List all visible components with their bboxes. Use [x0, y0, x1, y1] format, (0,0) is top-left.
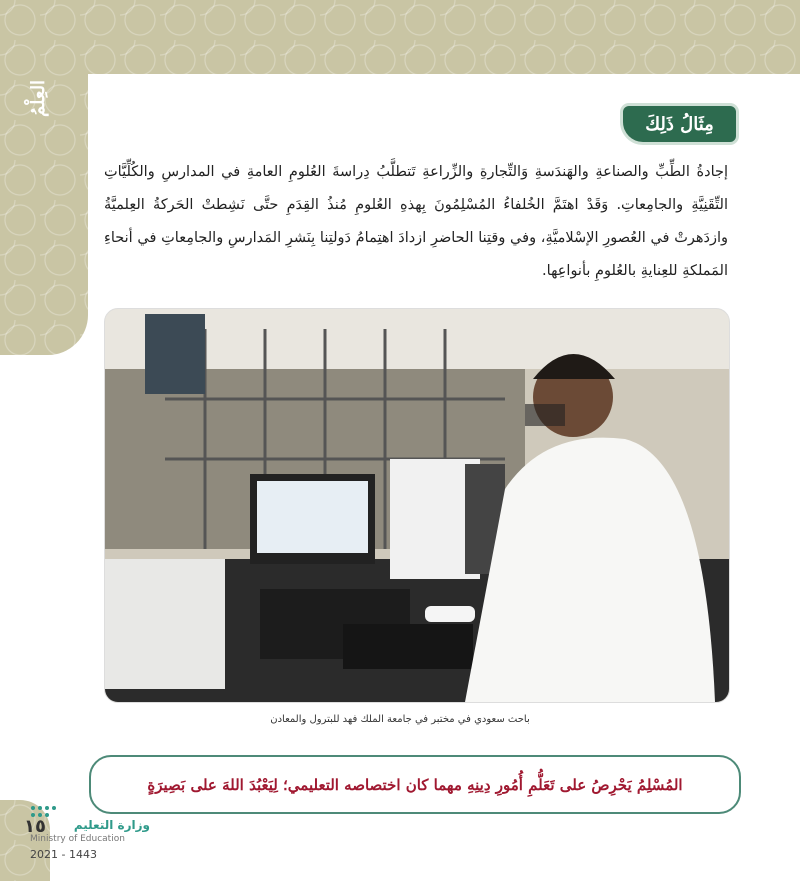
page-number: ١٥ [24, 816, 46, 837]
side-pattern-panel [0, 0, 88, 355]
ministry-name-english: Ministry of Education [30, 834, 125, 844]
example-heading-label: مِثَالُ ذَلِكَ [645, 113, 714, 135]
body-paragraph: إجادةُ الطِّبِّ والصناعةِ والهَندَسةِ وَالتِّجارةِ والزِّراعةِ تَتطلَّبُ دِراسةَ العُلومِ العامةِ في المدارسِ والكُلِّيَّاتِ التِّقَنِيَّةِ والجامِعاتِ. وَقَدْ اهتَمَّ الخُلفاءُ المُسْلِمُونَ بِهذهِ العُلومِ مُنذُ القِدَمِ حتَّى نَشِطتْ الحَركةُ العِلميَّةُ وازدَهرتْ في العُصورِ الإسْلاميَّةِ، وفي وقتِنا الحاضرِ ازدادَ اهتِمامُ دَولتِنا بِنَشرِ المَدارسِ والجامِعاتِ في أنحاءِ المَملكةِ للعِنايةِ بالعُلومِ بأنواعِها. [104, 164, 728, 279]
example-heading-badge [623, 106, 736, 142]
ministry-name: وزارة التعليم [73, 818, 150, 832]
top-pattern-band [0, 0, 800, 74]
section-side-title: العِلْمُ [28, 79, 50, 118]
lab-photo [104, 308, 730, 703]
edition-year: 2021 - 1443 [30, 848, 97, 861]
highlight-note-text: المُسْلِمُ يَحْرِصُ على تَعَلُّمِ أُمُورِ دِينِهِ مهما كان اختصاصه التعليمي؛ لِيَعْبُدَ اللهَ على بَصِيرَةٍ [147, 775, 683, 794]
lab-photo-illustration [105, 309, 729, 702]
highlight-note-box [89, 755, 741, 814]
photo-caption: باحث سعودي في مختبر في جامعة الملك فهد للبترول والمعادن [270, 714, 530, 725]
